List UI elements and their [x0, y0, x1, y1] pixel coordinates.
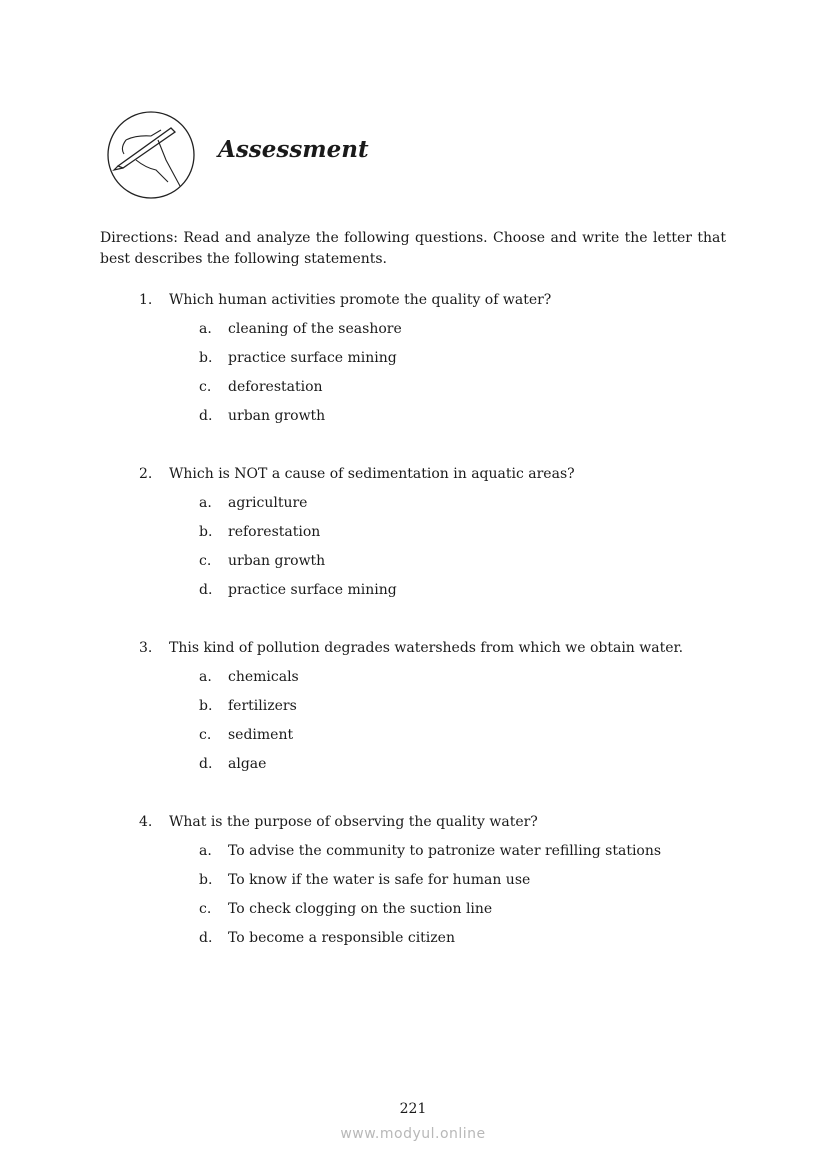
- answer-option: [139, 489, 759, 518]
- option-letter: c.: [199, 553, 212, 569]
- question: [139, 286, 759, 431]
- question-stem: [139, 634, 759, 663]
- hand-writing-icon: [106, 110, 196, 200]
- option-text: cleaning of the seashore: [228, 321, 402, 337]
- answer-option: [139, 518, 759, 547]
- question-text: This kind of pollution degrades watersheds from which we obtain water.: [169, 640, 684, 656]
- option-letter: c.: [199, 901, 212, 917]
- question-stem: [139, 460, 759, 489]
- question-number: 4.: [139, 814, 153, 830]
- option-letter: b.: [199, 872, 213, 888]
- question: [139, 460, 759, 605]
- answer-option: [139, 924, 759, 953]
- question-text: Which human activities promote the quality of water?: [169, 292, 552, 308]
- question-list: [139, 286, 759, 982]
- answer-option: [139, 315, 759, 344]
- question-text: Which is NOT a cause of sedimentation in aquatic areas?: [169, 466, 575, 482]
- option-letter: d.: [199, 756, 213, 772]
- answer-option: [139, 576, 759, 605]
- option-text: urban growth: [228, 553, 326, 569]
- answer-option: [139, 750, 759, 779]
- answer-option: [139, 373, 759, 402]
- answer-option: [139, 663, 759, 692]
- option-letter: a.: [199, 321, 212, 337]
- option-letter: b.: [199, 698, 213, 714]
- answer-option: [139, 895, 759, 924]
- question-text: What is the purpose of observing the quality water?: [169, 814, 538, 830]
- option-text: practice surface mining: [228, 582, 397, 598]
- option-text: chemicals: [228, 669, 299, 685]
- option-text: deforestation: [228, 379, 323, 395]
- option-text: To know if the water is safe for human use: [228, 872, 531, 888]
- option-text: practice surface mining: [228, 350, 397, 366]
- option-text: To advise the community to patronize water refilling stations: [228, 843, 662, 859]
- question-number: 2.: [139, 466, 153, 482]
- answer-option: [139, 692, 759, 721]
- option-letter: b.: [199, 524, 213, 540]
- option-text: To check clogging on the suction line: [228, 901, 493, 917]
- answer-option: [139, 721, 759, 750]
- option-letter: b.: [199, 350, 213, 366]
- question-number: 3.: [139, 640, 153, 656]
- answer-option: [139, 402, 759, 431]
- option-letter: a.: [199, 843, 212, 859]
- answer-option: [139, 547, 759, 576]
- option-text: reforestation: [228, 524, 321, 540]
- question: [139, 808, 759, 953]
- option-letter: c.: [199, 379, 212, 395]
- page-number: 221: [399, 1101, 427, 1117]
- option-text: urban growth: [228, 408, 326, 424]
- option-letter: a.: [199, 669, 212, 685]
- option-text: sediment: [228, 727, 294, 743]
- watermark: www.modyul.online: [340, 1126, 486, 1142]
- option-letter: d.: [199, 582, 213, 598]
- answer-option: [139, 837, 759, 866]
- option-letter: d.: [199, 408, 213, 424]
- option-text: agriculture: [228, 495, 308, 511]
- answer-option: [139, 866, 759, 895]
- option-text: fertilizers: [228, 698, 297, 714]
- option-text: algae: [228, 756, 267, 772]
- answer-option: [139, 344, 759, 373]
- question-stem: [139, 808, 759, 837]
- question-stem: [139, 286, 759, 315]
- question: [139, 634, 759, 779]
- section-title: Assessment: [218, 136, 369, 163]
- question-number: 1.: [139, 292, 153, 308]
- option-letter: a.: [199, 495, 212, 511]
- option-text: To become a responsible citizen: [228, 930, 455, 946]
- directions: Directions: Read and analyze the following questions. Choose and write the letter that best describes the following statements.: [100, 230, 726, 267]
- option-letter: d.: [199, 930, 213, 946]
- option-letter: c.: [199, 727, 212, 743]
